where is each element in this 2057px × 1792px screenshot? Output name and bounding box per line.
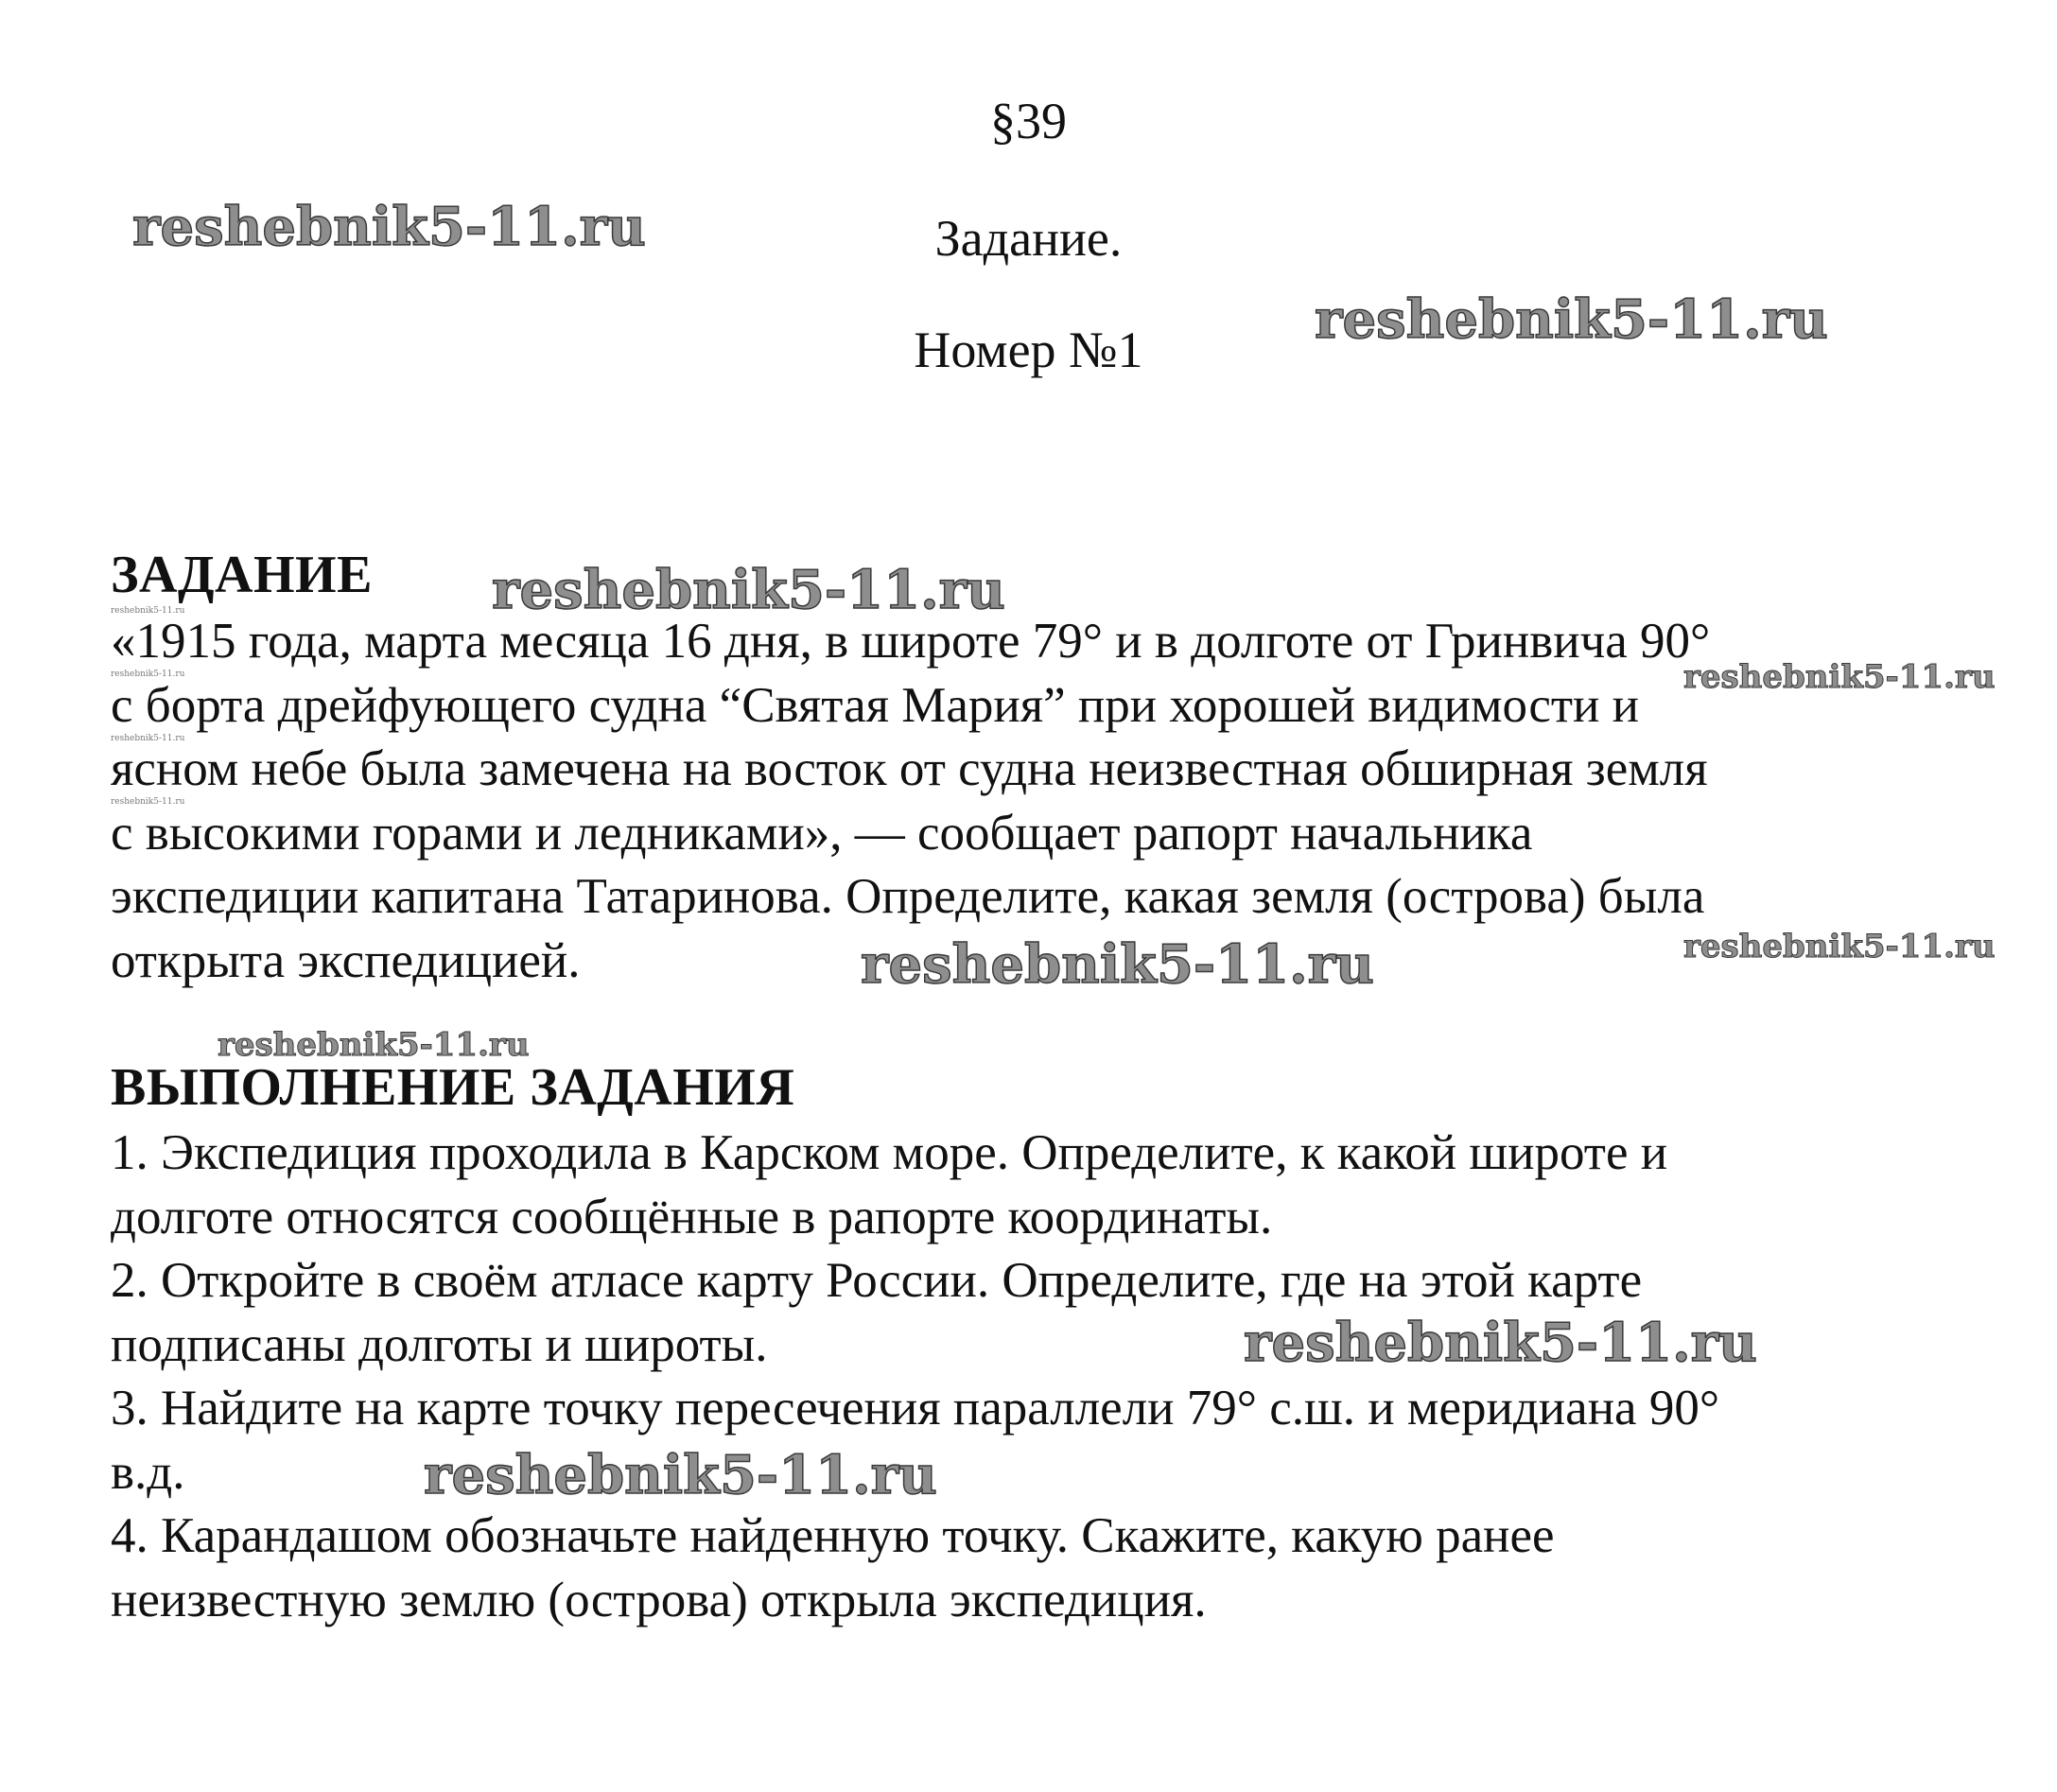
- solution-line: 1. Экспедиция проходила в Карском море. Определите, к какой широте и: [111, 1125, 1668, 1180]
- watermark: reshebnik5-11.ru: [492, 559, 1005, 621]
- task-line: «1915 года, марта месяца 16 дня, в широте 79° и в долготе от Гринвича 90°: [111, 614, 1711, 669]
- watermark-small: reshebnik5-11.ru: [111, 606, 185, 616]
- watermark-small: reshebnik5-11.ru: [111, 797, 185, 807]
- watermark: reshebnik5-11.ru: [218, 1026, 530, 1064]
- solution-heading: ВЫПОЛНЕНИЕ ЗАДАНИЯ: [111, 1058, 795, 1117]
- watermark: reshebnik5-11.ru: [861, 933, 1374, 996]
- watermark-small: reshebnik5-11.ru: [111, 734, 185, 743]
- watermark: reshebnik5-11.ru: [1683, 658, 1996, 696]
- number-label: Номер №1: [914, 322, 1143, 378]
- section-number: §39: [990, 93, 1067, 149]
- watermark: reshebnik5-11.ru: [1683, 928, 1996, 966]
- watermark-small: reshebnik5-11.ru: [111, 670, 185, 679]
- watermark: reshebnik5-11.ru: [1315, 288, 1828, 351]
- solution-line: подписаны долготы и широты.: [111, 1316, 768, 1372]
- task-line: открыта экспедицией.: [111, 932, 581, 988]
- solution-text: [111, 1122, 1964, 1632]
- watermark: reshebnik5-11.ru: [132, 196, 646, 258]
- task-line: экспедиции капитана Татаринова. Определите, какая земля (острова) была: [111, 869, 1705, 924]
- solution-line: 2. Откройте в своём атласе карту России. Определите, где на этой карте: [111, 1253, 1643, 1308]
- task-line: с высокими горами и ледниками», — сообщает рапорт начальника: [111, 805, 1533, 861]
- solution-line: 3. Найдите на карте точку пересечения параллели 79° с.ш. и меридиана 90°: [111, 1381, 1720, 1435]
- watermark: reshebnik5-11.ru: [1244, 1312, 1757, 1374]
- solution-line: долготе относятся сообщённые в рапорте координаты.: [111, 1189, 1273, 1244]
- watermark: reshebnik5-11.ru: [424, 1444, 937, 1506]
- solution-line: неизвестную землю (острова) открыла экспедиция.: [111, 1572, 1207, 1627]
- solution-line: в.д.: [111, 1444, 185, 1500]
- task-line: с борта дрейфующего судна “Святая Мария” при хорошей видимости и: [111, 677, 1640, 733]
- task-label: Задание.: [934, 210, 1123, 267]
- task-line: ясном небе была замечена на восток от судна неизвестная обширная земля: [111, 741, 1708, 796]
- solution-line: 4. Карандашом обозначьте найденную точку. Скажите, какую ранее: [111, 1508, 1555, 1563]
- task-heading: ЗАДАНИЕ: [111, 546, 373, 604]
